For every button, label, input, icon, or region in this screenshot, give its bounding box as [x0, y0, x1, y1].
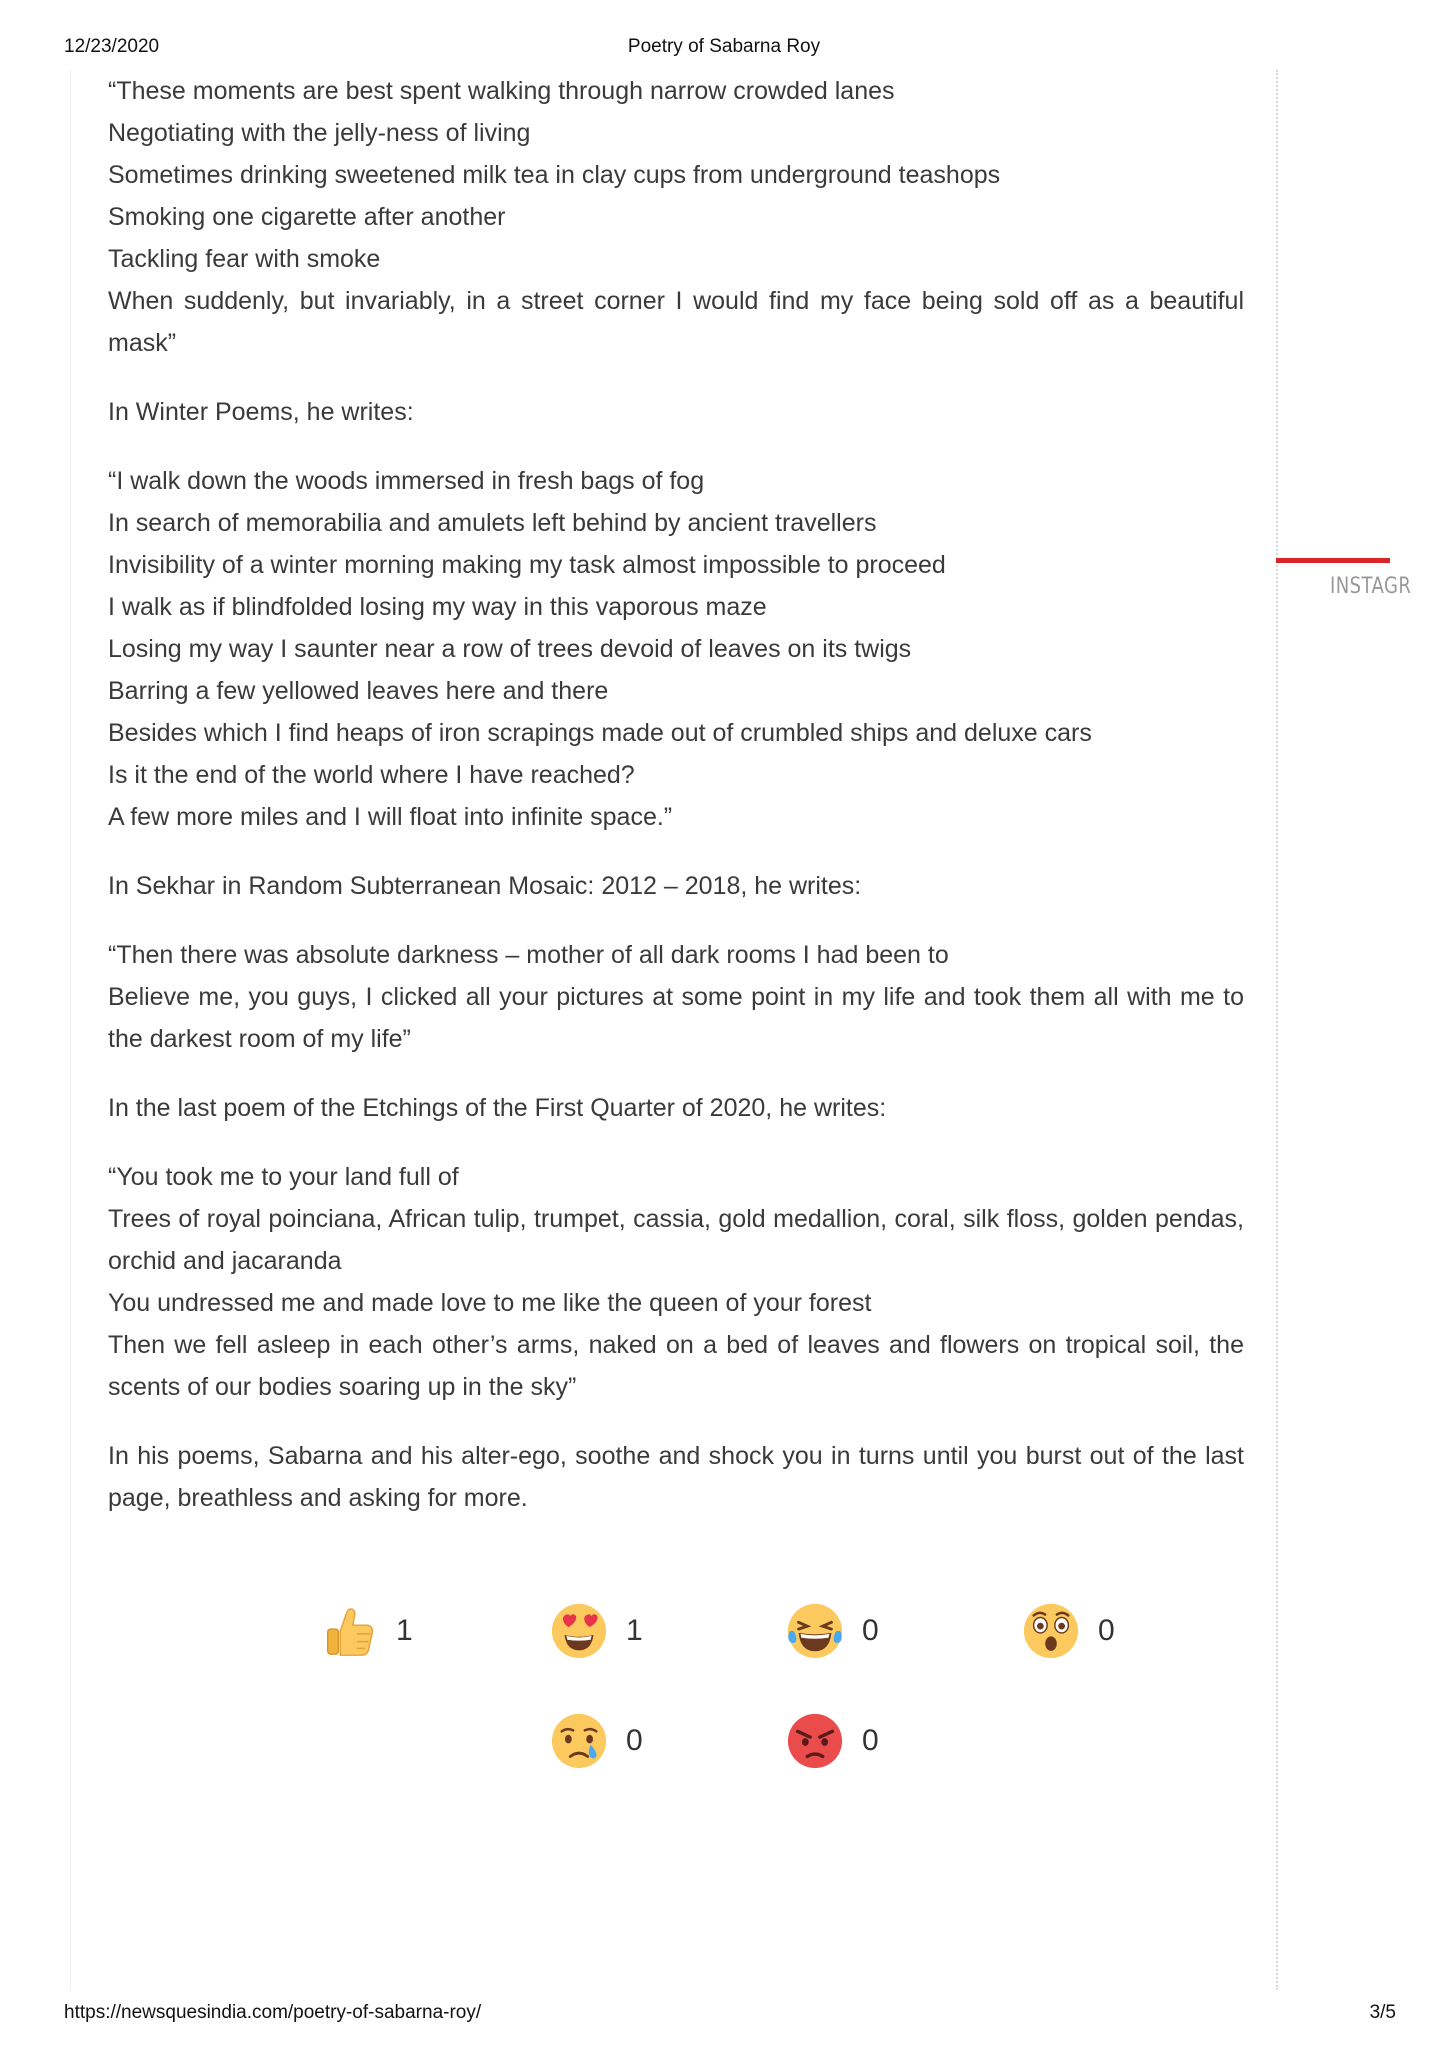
text-line: I walk as if blindfolded losing my way in this vaporous maze [108, 593, 767, 621]
heart-eyes-icon [550, 1602, 608, 1660]
instagram-widget-label[interactable]: INSTAGR [1330, 574, 1412, 599]
text-line: In the last poem of the Etchings of the First Quarter of 2020, he writes: [108, 1094, 887, 1122]
reaction-count: 0 [862, 1614, 879, 1647]
page-url: https://newsquesindia.com/poetry-of-sabarna-roy/ [64, 2002, 482, 2023]
text-line: “I walk down the woods immersed in fresh bags of fog [108, 467, 705, 495]
text-line: Smoking one cigarette after another [108, 203, 506, 231]
poem-excerpt [108, 1156, 1244, 1408]
page-title: Poetry of Sabarna Roy [627, 36, 821, 57]
text-line: In Winter Poems, he writes: [108, 398, 414, 426]
text-line: When suddenly, but invariably, in a street corner I would find my face being sold off as a beautiful mask” [108, 287, 1244, 357]
text-line: Trees of royal poinciana, African tulip, trumpet, cassia, gold medallion, coral, silk floss, golden pendas, orchid and jacaranda [108, 1205, 1244, 1275]
surprised-icon [1022, 1602, 1080, 1660]
reaction-count: 1 [396, 1614, 413, 1647]
text-line: Invisibility of a winter morning making my task almost impossible to proceed [108, 551, 946, 579]
poem-excerpt [108, 934, 1244, 1060]
print-date: 12/23/2020 [64, 36, 160, 57]
intro-paragraph [108, 391, 1244, 433]
text-line: “You took me to your land full of [108, 1163, 459, 1191]
reaction-love[interactable] [550, 1602, 643, 1660]
text-line: A few more miles and I will float into infinite space.” [108, 803, 673, 831]
thumbs-up-icon [320, 1602, 378, 1660]
reaction-bar [0, 1602, 1448, 1802]
text-line: In Sekhar in Random Subterranean Mosaic: 2012 – 2018, he writes: [108, 872, 862, 900]
instagram-accent-bar [1276, 558, 1390, 563]
closing-paragraph [108, 1435, 1244, 1519]
text-line: Losing my way I saunter near a row of trees devoid of leaves on its twigs [108, 635, 912, 663]
page-number: 3/5 [1369, 2002, 1396, 2023]
reaction-sad[interactable] [550, 1712, 643, 1770]
poem-excerpt [108, 70, 1244, 364]
intro-paragraph [108, 865, 1244, 907]
reaction-count: 0 [862, 1724, 879, 1757]
reaction-like[interactable] [320, 1602, 413, 1660]
intro-paragraph [108, 1087, 1244, 1129]
text-line: Is it the end of the world where I have reached? [108, 761, 635, 789]
reaction-count: 0 [1098, 1614, 1115, 1647]
text-line: Negotiating with the jelly-ness of living [108, 119, 531, 147]
reaction-count: 0 [626, 1724, 643, 1757]
laughing-tears-icon [786, 1602, 844, 1660]
text-line: Tackling fear with smoke [108, 245, 381, 273]
reaction-haha[interactable] [786, 1602, 879, 1660]
text-line: Believe me, you guys, I clicked all your pictures at some point in my life and took them all with me to the darkest room of my life” [108, 983, 1244, 1053]
reaction-wow[interactable] [1022, 1602, 1115, 1660]
article-body [108, 70, 1244, 1519]
sad-icon [550, 1712, 608, 1770]
text-line: “Then there was absolute darkness – mother of all dark rooms I had been to [108, 941, 949, 969]
text-line: Barring a few yellowed leaves here and there [108, 677, 609, 705]
reaction-count: 1 [626, 1614, 643, 1647]
text-line: In his poems, Sabarna and his alter-ego, soothe and shock you in turns until you burst out of the last page, breathless and asking for more. [108, 1442, 1244, 1512]
text-line: Sometimes drinking sweetened milk tea in clay cups from underground teashops [108, 161, 1001, 189]
text-line: Besides which I find heaps of iron scrapings made out of crumbled ships and deluxe cars [108, 719, 1092, 747]
text-line: “These moments are best spent walking through narrow crowded lanes [108, 77, 895, 105]
poem-excerpt [108, 460, 1244, 838]
text-line: You undressed me and made love to me like the queen of your forest [108, 1289, 872, 1317]
text-line: In search of memorabilia and amulets left behind by ancient travellers [108, 509, 877, 537]
text-line: Then we fell asleep in each other’s arms, naked on a bed of leaves and flowers on tropical soil, the scents of our bodies soaring up in the sky” [108, 1331, 1244, 1401]
reaction-angry[interactable] [786, 1712, 879, 1770]
angry-icon [786, 1712, 844, 1770]
